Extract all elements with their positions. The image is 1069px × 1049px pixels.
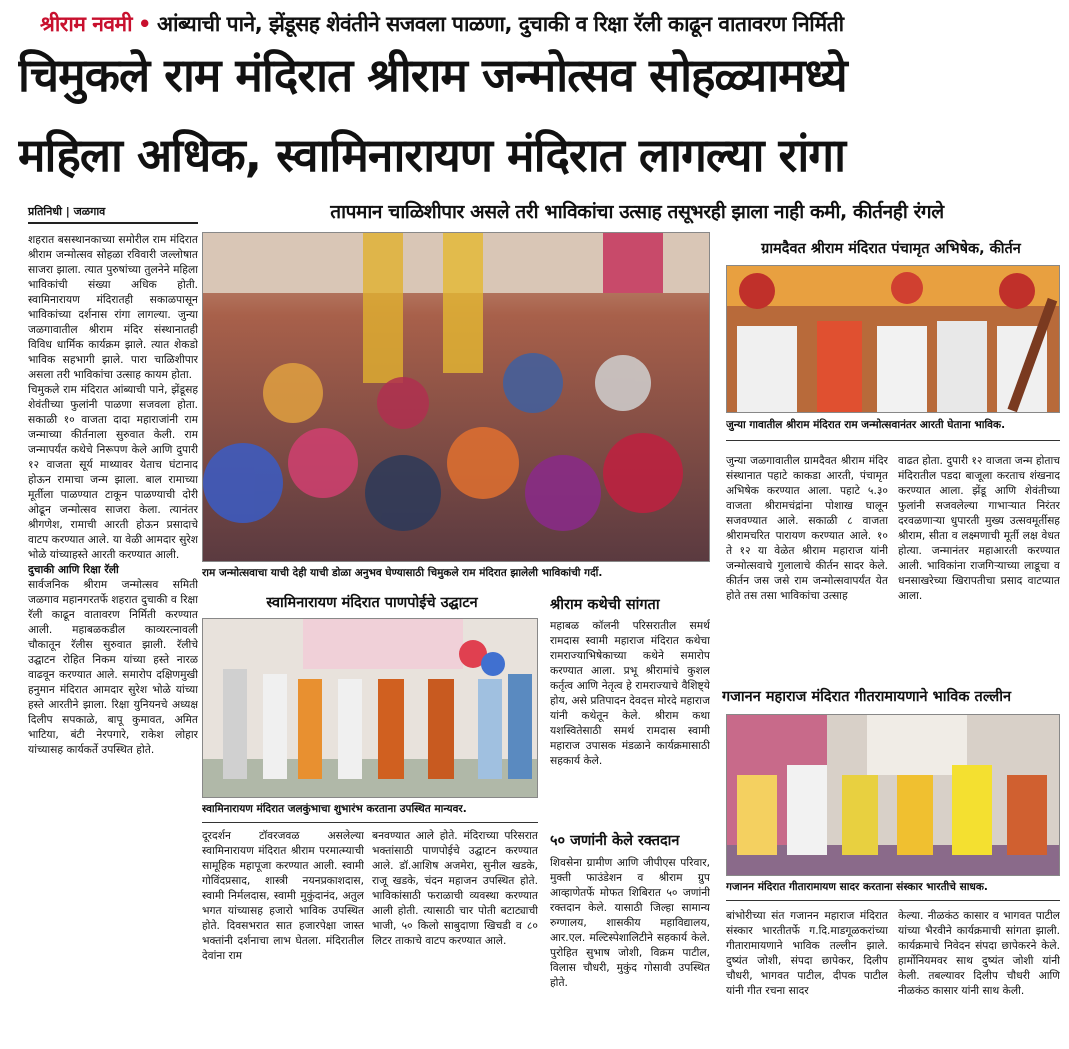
headline-line-2: महिला अधिक, स्वामिनारायण मंदिरात लागल्या रांगा	[18, 128, 846, 182]
divider	[202, 822, 538, 823]
headline-line-1: चिमुकले राम मंदिरात श्रीराम जन्मोत्सव सोहळ्यामध्ये	[18, 48, 847, 102]
swami-heading: स्वामिनारायण मंदिरात पाणपोईचे उद्घाटन	[266, 595, 478, 611]
blood-text: शिवसेना ग्रामीण आणि जीपीएस परिवार, मुक्ती फाउंडेशन व श्रीराम ग्रुप आव्हाणेतर्फे मोफत शिबिरात ५० जणांनी रक्तदान केले. यासाठी जिल्हा सामान्य रुग्णालय, शासकीय महाविद्यालय, आर.एल. मल्टिस्पेशालिटीने सहकार्य केले. पुरोहित सुभाष जोशी, विक्रम पाटील, विलास चौधरी, मुकुंद गोसावी उपस्थित होते.	[550, 856, 710, 989]
kicker-line	[40, 10, 1050, 44]
gram-heading: ग्रामदैवत श्रीराम मंदिरात पंचामृत अभिषेक, कीर्तन	[761, 241, 1021, 257]
paragraph: शहरात बसस्थानकाच्या समोरील राम मंदिरात श्रीराम जन्मोत्सव सोहळा रविवारी जल्लोषात साजरा झाला. त्यात पुरुषांच्या तुलनेने महिला भाविकांची संख्या अधिक होती. स्वामिनारायण मंदिरातही सकाळपासून भाविकांच्या दर्शनास रांगा लागल्या. जुन्या जळगावातील श्रीराम मंदिर संस्थानातही विविध धार्मिक कार्यक्रम झाले. त्यात शेकडो भाविक सहभागी झाले. पारा चाळिशीपार असला तरी भाविकांचा उत्साह कायम होता.	[28, 233, 198, 381]
article-column-1	[28, 232, 198, 1032]
gram-caption: जुन्या गावातील श्रीराम मंदिरात राम जन्मोत्सवानंतर आरती घेताना भाविक.	[726, 419, 1006, 431]
gram-text-col-1: जुन्या जळगावातील ग्रामदैवत श्रीराम मंदिर संस्थानात पहाटे काकडा आरती, पंचामृत अभिषेक करण्यात आला. पहाटे ५.३० वाजता श्रीरामचंद्रांना पोशाख घालून सजवण्यात आले. सकाळी ८ वाजता श्रीरामचरित पारायण करण्यात आले. १० ते १२ या वेळेत श्रीराम महाराज यांनी जन्मोत्सवाचे गुलालाचे कीर्तन सादर केले. कीर्तन जस जसे राम जन्मोत्सवापर्यंत येत होते तस तसा भाविकांचा उत्साह	[726, 454, 888, 602]
divider	[726, 900, 1060, 901]
gajanan-photo	[726, 714, 1060, 876]
byline: प्रतिनिधी | जळगाव	[28, 200, 198, 224]
subheading-rally: दुचाकी आणि रिक्षा रॅली	[28, 563, 119, 576]
subheadline: तापमान चाळिशीपार असले तरी भाविकांचा उत्साह तसूभरही झाला नाही कमी, कीर्तनही रंगले	[330, 201, 944, 223]
swami-caption: स्वामिनारायण मंदिरात जलकुंभाचा शुभारंभ करताना उपस्थित मान्यवर.	[202, 803, 467, 815]
blood-heading: ५० जणांनी केले रक्तदान	[550, 833, 680, 849]
kicker-label: श्रीराम नवमी	[40, 12, 133, 36]
paragraph: सार्वजनिक श्रीराम जन्मोत्सव समिती जळगाव महानगरतर्फे शहरात दुचाकी व रिक्षा रॅली काढून वातावरण निर्मिती करण्यात आली. महाबळकडील काव्यरत्नावली चौकातून रॅलीस सुरुवात झाली. रॅलीचे उद्घाटन रोहित निकम यांच्या हस्ते नारळ वाढवून करण्यात आले. समारोप दक्षिणमुखी हनुमान मंदिरात आमदार सुरेश भोळे यांच्या हस्ते आरतीने झाला. रिक्षा युनियनचे अध्यक्ष दिलीप सपकाळे, बापू कुमावत, अमित भाटिया, बंटी नेरपगारे, राकेश लोहार यांच्यासह कार्यकर्ते उपस्थित होते.	[28, 578, 198, 756]
gajanan-text-col-1: बांभोरीच्या संत गजानन महाराज मंदिरात संस्कार भारतीतर्फे ग.दि.माडगूळकरांच्या गीतारामायणाने भाविक तल्लीन झाले. दुष्यंत जोशी, संपदा छापेकर, दिलीप चौधरी, भागवत पाटील, दीपक पाटील यांनी गीत रचना सादर	[726, 909, 888, 997]
swami-text-col-2: बनवण्यात आले होते. मंदिराच्या परिसरात भक्तांसाठी पाणपोईचे उद्घाटन करण्यात आले. डॉ.आशिष अजमेरा, सुनील खडके, राजू खडके, चंदन महाजन उपस्थित होते. भाविकांसाठी फराळाची व्यवस्था करण्यात आली होती. त्यासाठी चार पोती बटाट्याची भाजी, ५० किलो साबुदाणा खिचडी व ८० लिटर ताकाचे वाटप करण्यात आले.	[372, 829, 538, 947]
swami-text-col-1: दूरदर्शन टॉवरजवळ असलेल्या स्वामिनारायण मंदिरात श्रीराम परमात्म्याची सामूहिक महापूजा करण्यात आली. स्वामी गोविंदप्रसाद, शास्त्री नयनप्रकाशदास, स्वामी निर्मलदास, स्वामी मुकुंदानंद, अतुल भगत यांच्यासह हजारो भाविक उपस्थित होते. दिवसभरात सात हजारपेक्षा जास्त भक्तांनी दर्शनाचा लाभ घेतला. मंदिरातील देवांना राम	[202, 829, 364, 962]
main-crowd-photo	[202, 232, 710, 562]
bullet-icon: •	[138, 12, 151, 36]
paragraph: चिमुकले राम मंदिरात आंब्याची पाने, झेंडूसह शेवंतीच्या फुलांनी पाळणा सजवला होता. सकाळी १० वाजता दादा महाराजांनी राम जन्माच्या कीर्तनाला सुरुवात केली. राम जन्मापर्यंत कथेचे निरूपण केले आणि दुपारी १२ वाजता सूर्य माथ्यावर येताच घंटानाद होऊन रामाचा जन्म झाला. बाल रामाच्या मूर्तीला पाळण्यात टाकून पाळण्याची दोरी ओढून जन्मोत्सव साजरा केला. त्यानंतर श्रीगणेश, रामाची आरती होऊन प्रसादाचे वाटप करण्यात आले. या वेळी आमदार सुरेश भोळे यांच्याहस्ते आरती करण्यात आली.	[28, 383, 198, 561]
gram-text-col-2: वाढत होता. दुपारी १२ वाजता जन्म होताच मंदिरातील पडदा बाजूला करताच शंखनाद करण्यात आला. झेंडू आणि शेवंतीच्या फुलांनी सजवलेल्या गाभाऱ्यात निरंतर दरवळणाऱ्या धुपारती मुख्य उत्सवमूर्तीसह श्रीराम, सीता व लक्ष्मणाची मूर्ती लक्ष वेधत होत्या. जन्मानंतर महाआरती करण्यात आली. भाविकांना राजगिऱ्याच्या लाडूचा व धनसाखरेच्या खिरापतीचा प्रसाद वाटप्यात आला.	[898, 454, 1060, 602]
swami-photo	[202, 618, 538, 798]
gajanan-caption: गजानन मंदिरात गीतारामायण सादर करताना संस्कार भारतीचे साधक.	[726, 881, 988, 893]
divider	[726, 440, 1060, 441]
katha-heading: श्रीराम कथेची सांगता	[550, 597, 660, 613]
gram-photo	[726, 265, 1060, 413]
kicker-text: आंब्याची पाने, झेंडूसह शेवंतीने सजवला पाळणा, दुचाकी व रिक्षा रॅली काढून वातावरण निर्मिती	[156, 12, 844, 36]
katha-text: महाबळ कॉलनी परिसरातील समर्थ रामदास स्वामी महाराज मंदिरात कथेचा रामराज्याभिषेकाच्या कथेने समारोप करण्यात आला. प्रभू श्रीरामांचे कुशल कर्तृत्व आणि नेतृत्व हे रामराज्याचे वैशिष्ट्ये होय, असे प्रतिपादन देवदत्त मोरदे महाराज यांनी कथेतून केले. श्रीराम कथा यशस्वितेसाठी समर्थ रामदास स्वामी महाराज उपासक मंडळाने कार्यक्रमासाठी सहकार्य केले.	[550, 619, 710, 767]
gajanan-text-col-2: केल्या. नीळकंठ कासार व भागवत पाटील यांच्या भैरवीने कार्यक्रमाची सांगता झाली. कार्यक्रमाचे निवेदन संपदा छापेकरने केले. हार्मोनियमवर साथ दुष्यंत जोशी यांनी केली. तबल्यावर दिलीप चौधरी आणि नीळकंठ कासार यांनी साथ केली.	[898, 909, 1060, 997]
main-photo-caption: राम जन्मोत्सवाचा याची देही याची डोळा अनुभव घेण्यासाठी चिमुकले राम मंदिरात झालेली भाविकांची गर्दी.	[202, 567, 603, 579]
gajanan-heading: गजानन महाराज मंदिरात गीतरामायणाने भाविक तल्लीन	[722, 689, 1011, 705]
